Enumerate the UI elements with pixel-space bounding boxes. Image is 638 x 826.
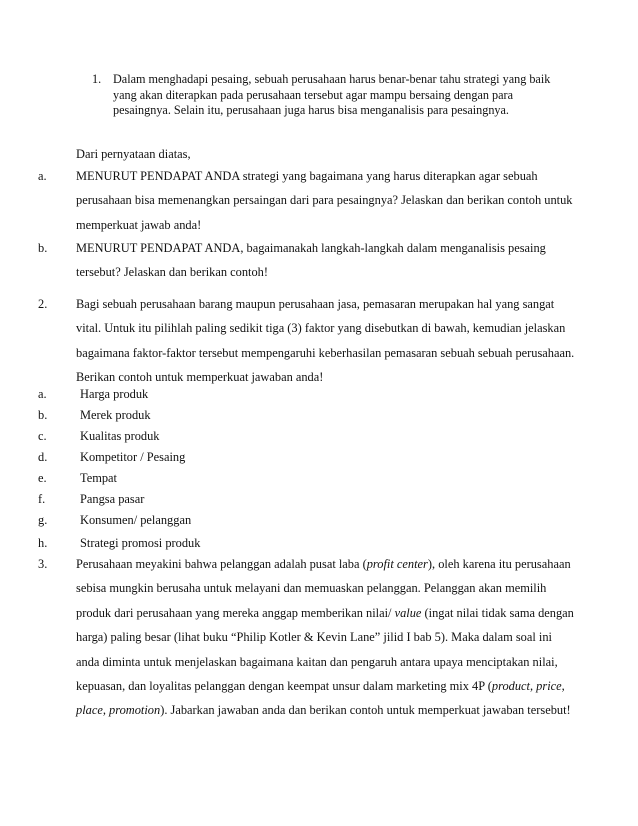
option-marker: e.: [38, 471, 47, 485]
option-marker: g.: [38, 513, 48, 527]
option-label: Kualitas produk: [80, 429, 160, 443]
q3-text-part4: ). Jabarkan jawaban anda dan berikan contoh untuk memperkuat jawaban tersebut!: [160, 703, 571, 718]
q3-text-part2: ), oleh karena itu perusahaan sebisa mungkin berusaha untuk melayani dan memuaskan pelanggan. Pelanggan akan memilih produk dari perusahaan yang mereka anggap memberikan nilai/: [76, 557, 571, 620]
q1b-text: MENURUT PENDAPAT ANDA, bagaimanakah langkah-langkah dalam menganalisis pesaing tersebut? Jelaskan dan berikan contoh!: [76, 241, 546, 280]
option-label: Harga produk: [80, 387, 149, 401]
option-label: Konsumen/ pelanggan: [80, 513, 192, 527]
option-marker: d.: [38, 450, 48, 464]
intro-number: 1.: [92, 72, 102, 86]
option-label: Strategi promosi produk: [80, 536, 201, 550]
q3-profit-center: profit center: [366, 557, 428, 571]
option-label: Pangsa pasar: [80, 492, 145, 506]
q2-marker: 2.: [38, 297, 48, 311]
intro-text: Dalam menghadapi pesaing, sebuah perusahaan harus benar-benar tahu strategi yang baik yang akan diterapkan pada perusahaan tersebut agar mampu bersaing dengan para pesaingnya. Selain itu, perusahaan juga harus bisa menganalisis para pesaingnya.: [113, 72, 551, 118]
option-label: Kompetitor / Pesaing: [80, 450, 186, 464]
q1a-marker: a.: [38, 169, 47, 183]
option-marker: h.: [38, 536, 48, 550]
option-marker: c.: [38, 429, 47, 443]
option-marker: b.: [38, 408, 48, 422]
q3-text: [76, 552, 576, 723]
option-label: Tempat: [80, 471, 117, 485]
q1a-text: MENURUT PENDAPAT ANDA strategi yang bagaimana yang harus diterapkan agar sebuah perusahaan bisa memenangkan persaingan dari para pesaingnya? Jelaskan dan berikan contoh untuk memperkuat jawab anda!: [76, 169, 573, 232]
q2-text: Bagi sebuah perusahaan barang maupun perusahaan jasa, pemasaran merupakan hal yang sangat vital. Untuk itu pilihlah paling sedikit tiga (3) faktor yang disebutkan di bawah, kemudian jelaskan bagaimana faktor-faktor tersebut mempengaruhi keberhasilan pemasaran sebuah sebuah perusahaan. Berikan contoh untuk memperkuat jawaban anda!: [76, 297, 575, 385]
q3-marker: 3.: [38, 557, 48, 571]
q3-value: value: [394, 605, 422, 620]
lead-sentence: Dari pernyataan diatas,: [76, 147, 191, 161]
option-marker: a.: [38, 387, 47, 401]
intro-item: [92, 72, 572, 119]
q3-text-part3: (ingat nilai tidak sama dengan harga) paling besar (lihat buku “Philip Kotler & Kevin Lane” jilid I bab 5). Maka dalam soal ini anda diminta untuk menjelaskan bagaimana kaitan dan pengaruh antara upaya menciptakan nilai, kepuasan, dan loyalitas pelanggan dengan keempat unsur dalam marketing mix 4P (: [76, 605, 574, 694]
q1b-marker: b.: [38, 241, 48, 255]
option-marker: f.: [38, 492, 46, 506]
q3-text-part1: Perusahaan meyakini bahwa pelanggan adalah pusat laba (: [76, 557, 367, 571]
q3-marketing-mix: product, price, place, promotion: [76, 679, 565, 718]
option-label: Merek produk: [80, 408, 151, 422]
